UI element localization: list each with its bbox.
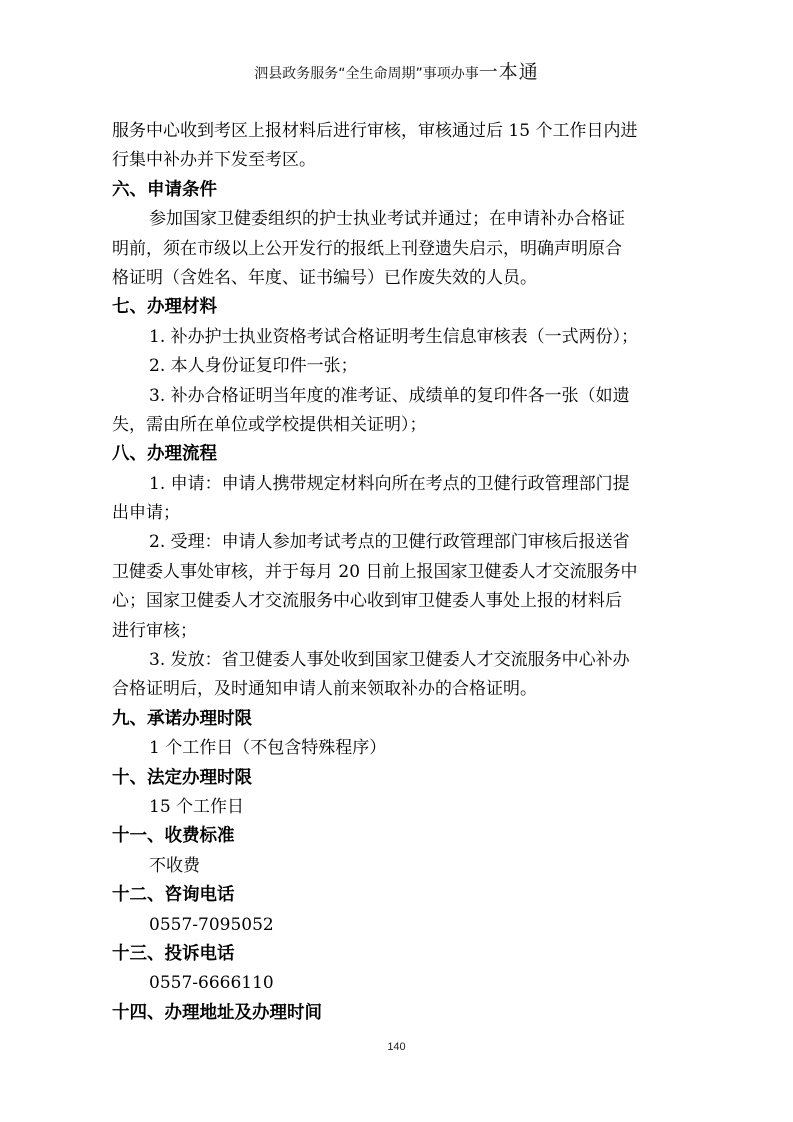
running-header-emphasis: 一本通: [478, 61, 539, 83]
section-heading-fee: 十一、收费标准: [112, 826, 235, 847]
section-heading-materials: 七、办理材料: [112, 297, 217, 318]
list-item-continuation: 合格证明后，及时通知申请人前来领取补办的合格证明。: [112, 679, 537, 700]
section-heading-address-and-hours: 十四、办理地址及办理时间: [112, 1002, 322, 1023]
list-item: 2. 本人身份证复印件一张；: [149, 356, 358, 377]
list-item-continuation: 失，需由所在单位或学校提供相关证明）；: [112, 414, 427, 435]
paragraph-line: 参加国家卫健委组织的护士执业考试并通过；在申请补办合格证: [149, 209, 625, 230]
list-item: 3. 发放：省卫健委人事处收到国家卫健委人才交流服务中心补办: [149, 650, 630, 671]
promised-time-limit-value: 1 个工作日（不包含特殊程序）: [149, 738, 387, 759]
fee-value: 不收费: [149, 855, 200, 876]
running-header: [0, 62, 793, 84]
list-item: 2. 受理：申请人参加考试考点的卫健行政管理部门审核后报送省: [149, 532, 630, 553]
list-item-continuation: 出申请；: [112, 503, 180, 524]
consult-phone-value: 0557-7095052: [149, 914, 274, 935]
list-item-continuation: 卫健委人事处审核，并于每月 20 日前上报国家卫健委人才交流服务中: [112, 561, 638, 582]
list-item: 1. 申请：申请人携带规定材料向所在考点的卫健行政管理部门提: [149, 473, 630, 494]
legal-time-limit-value: 15 个工作日: [149, 796, 245, 817]
paragraph-line: 格证明（含姓名、年度、证书编号）已作废失效的人员。: [112, 267, 537, 288]
paragraph-line: 服务中心收到考区上报材料后进行审核，审核通过后 15 个工作日内进: [112, 121, 638, 141]
complaint-phone-value: 0557-6666110: [149, 973, 274, 994]
paragraph-line: 行集中补办并下发至考区。: [112, 150, 316, 171]
page-number: 140: [387, 1041, 406, 1053]
document-body: [112, 117, 688, 1028]
list-item-continuation: 进行审核；: [112, 620, 197, 641]
list-item: 3. 补办合格证明当年度的准考证、成绩单的复印件各一张（如遗: [149, 385, 630, 406]
section-heading-consult-phone: 十二、咨询电话: [112, 885, 235, 906]
section-heading-promised-time-limit: 九、承诺办理时限: [112, 708, 252, 729]
paragraph-line: 明前，须在市级以上公开发行的报纸上刊登遗失启示，明确声明原合: [112, 238, 622, 259]
section-heading-complaint-phone: 十三、投诉电话: [112, 943, 235, 964]
section-heading-application-conditions: 六、申请条件: [112, 179, 217, 200]
running-header-prefix: 泗县政务服务“全生命周期”事项办事: [254, 66, 479, 82]
list-item: 1. 补办护士执业资格考试合格证明考生信息审核表（一式两份）；: [149, 326, 639, 347]
section-heading-legal-time-limit: 十、法定办理时限: [112, 767, 252, 788]
section-heading-process: 八、办理流程: [112, 444, 217, 465]
list-item-continuation: 心；国家卫健委人才交流服务中心收到审卫健委人事处上报的材料后: [112, 591, 622, 612]
